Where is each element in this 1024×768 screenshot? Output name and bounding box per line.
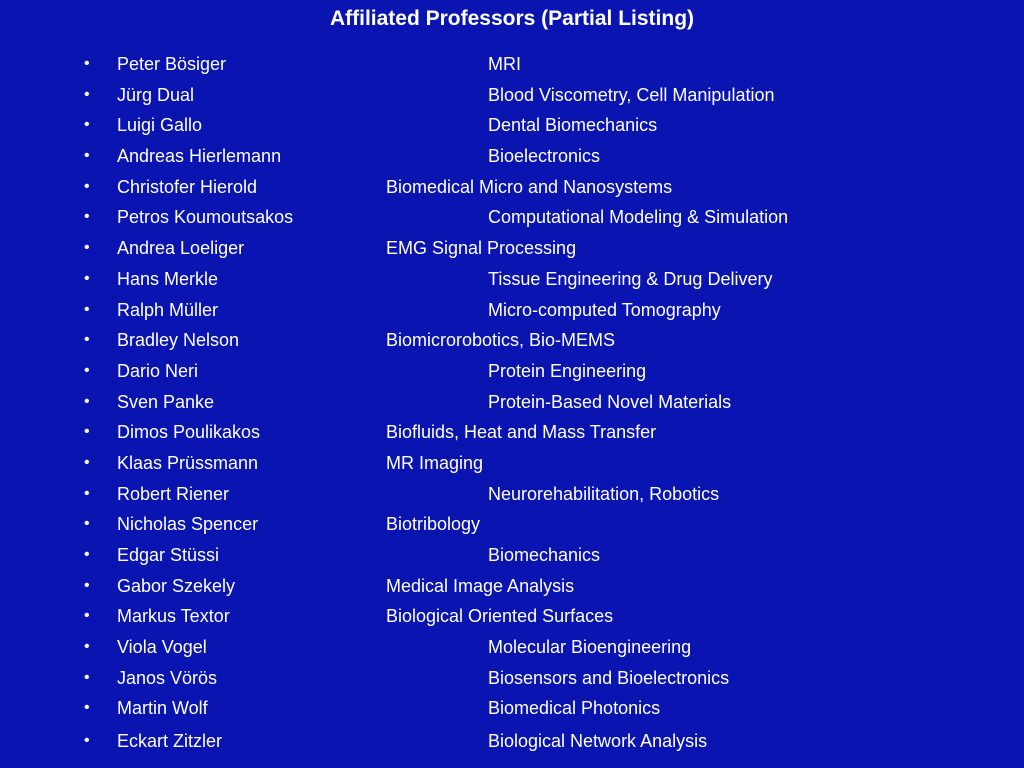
bullet-icon: • <box>84 55 90 72</box>
list-item <box>0 632 1024 663</box>
research-field: Protein-Based Novel Materials <box>488 391 732 412</box>
professor-name: Andrea Loeliger <box>117 238 245 259</box>
bullet-icon: • <box>84 331 90 349</box>
list-item <box>0 264 1024 295</box>
professor-name: Robert Riener <box>117 483 230 504</box>
professor-name: Dario Neri <box>117 360 199 381</box>
research-field: MRI <box>488 54 521 74</box>
research-field: Bioelectronics <box>488 146 601 167</box>
professor-name: Janos Vörös <box>117 667 218 688</box>
slide-title: Affiliated Professors (Partial Listing) <box>329 7 695 30</box>
bullet-icon: • <box>84 576 90 594</box>
research-field: Dental Biomechanics <box>488 115 658 136</box>
bullet-icon: • <box>84 392 90 410</box>
list-item <box>0 202 1024 233</box>
bullet-icon: • <box>84 361 90 379</box>
bullet-icon: • <box>84 607 90 625</box>
list-item <box>0 571 1024 602</box>
list-item <box>0 172 1024 203</box>
professor-name: Klaas Prüssmann <box>117 452 259 473</box>
professor-name: Eckart Zitzler <box>117 731 223 752</box>
professor-name: Jürg Dual <box>117 84 195 105</box>
professor-name: Gabor Szekely <box>117 575 236 596</box>
research-field: Molecular Bioengineering <box>488 637 692 658</box>
list-item <box>0 356 1024 387</box>
research-field: Biotribology <box>386 514 481 535</box>
research-field: Biofluids, Heat and Mass Transfer <box>386 422 657 443</box>
list-item <box>0 726 1024 757</box>
list-item <box>0 693 1024 724</box>
research-field: Biological Oriented Surfaces <box>386 606 614 627</box>
research-field: MR Imaging <box>386 452 484 473</box>
list-item <box>0 509 1024 540</box>
list-item <box>0 80 1024 111</box>
professor-name: Luigi Gallo <box>117 115 203 136</box>
research-field: Biomedical Micro and Nanosystems <box>386 176 673 197</box>
bullet-icon: • <box>84 85 90 103</box>
list-item <box>0 540 1024 571</box>
list-item <box>0 663 1024 694</box>
research-field: EMG Signal Processing <box>386 238 577 259</box>
bullet-icon: • <box>84 239 90 257</box>
professor-list <box>0 49 1024 757</box>
list-item <box>0 417 1024 448</box>
research-field: Biomedical Photonics <box>488 698 661 719</box>
bullet-icon: • <box>84 638 90 656</box>
list-item <box>0 141 1024 172</box>
professor-name: Nicholas Spencer <box>117 514 259 535</box>
bullet-icon: • <box>84 300 90 318</box>
bullet-icon: • <box>84 147 90 165</box>
bullet-icon: • <box>84 423 90 441</box>
list-item <box>0 325 1024 356</box>
list-item <box>0 448 1024 479</box>
bullet-icon: • <box>84 546 90 563</box>
professor-name: Peter Bösiger <box>117 54 227 74</box>
professor-name: Ralph Müller <box>117 299 219 320</box>
bullet-icon: • <box>84 668 90 686</box>
bullet-icon: • <box>84 484 90 502</box>
bullet-icon: • <box>84 732 90 750</box>
professor-name: Christofer Hierold <box>117 176 258 197</box>
list-item <box>0 233 1024 264</box>
professor-name: Martin Wolf <box>117 698 208 719</box>
bullet-icon: • <box>84 177 90 195</box>
list-item <box>0 110 1024 141</box>
professor-name: Dimos Poulikakos <box>117 422 261 443</box>
bullet-icon: • <box>84 453 90 471</box>
list-item <box>0 49 1024 80</box>
research-field: Computational Modeling & Simulation <box>488 207 789 228</box>
research-field: Micro-computed Tomography <box>488 299 721 320</box>
professor-name: Edgar Stüssi <box>117 545 220 565</box>
professor-name: Andreas Hierlemann <box>117 146 282 167</box>
professor-name: Viola Vogel <box>117 637 207 658</box>
research-field: Biomechanics <box>488 545 601 565</box>
research-field: Medical Image Analysis <box>386 575 575 596</box>
research-field: Blood Viscometry, Cell Manipulation <box>488 84 775 105</box>
list-item <box>0 387 1024 418</box>
research-field: Neurorehabilitation, Robotics <box>488 483 720 504</box>
professor-name: Sven Panke <box>117 391 215 412</box>
professor-name: Bradley Nelson <box>117 330 240 351</box>
research-field: Biomicrorobotics, Bio-MEMS <box>386 330 616 351</box>
bullet-icon: • <box>84 116 90 134</box>
bullet-icon: • <box>84 699 90 717</box>
list-item <box>0 295 1024 326</box>
list-item <box>0 479 1024 510</box>
professor-name: Petros Koumoutsakos <box>117 207 294 228</box>
bullet-icon: • <box>84 515 90 533</box>
research-field: Protein Engineering <box>488 360 647 381</box>
professor-name: Markus Textor <box>117 606 230 627</box>
bullet-icon: • <box>84 208 90 226</box>
research-field: Tissue Engineering & Drug Delivery <box>488 268 773 289</box>
bullet-icon: • <box>84 269 90 287</box>
professor-name: Hans Merkle <box>117 268 219 289</box>
list-item <box>0 601 1024 632</box>
research-field: Biological Network Analysis <box>488 731 708 752</box>
research-field: Biosensors and Bioelectronics <box>488 667 730 688</box>
